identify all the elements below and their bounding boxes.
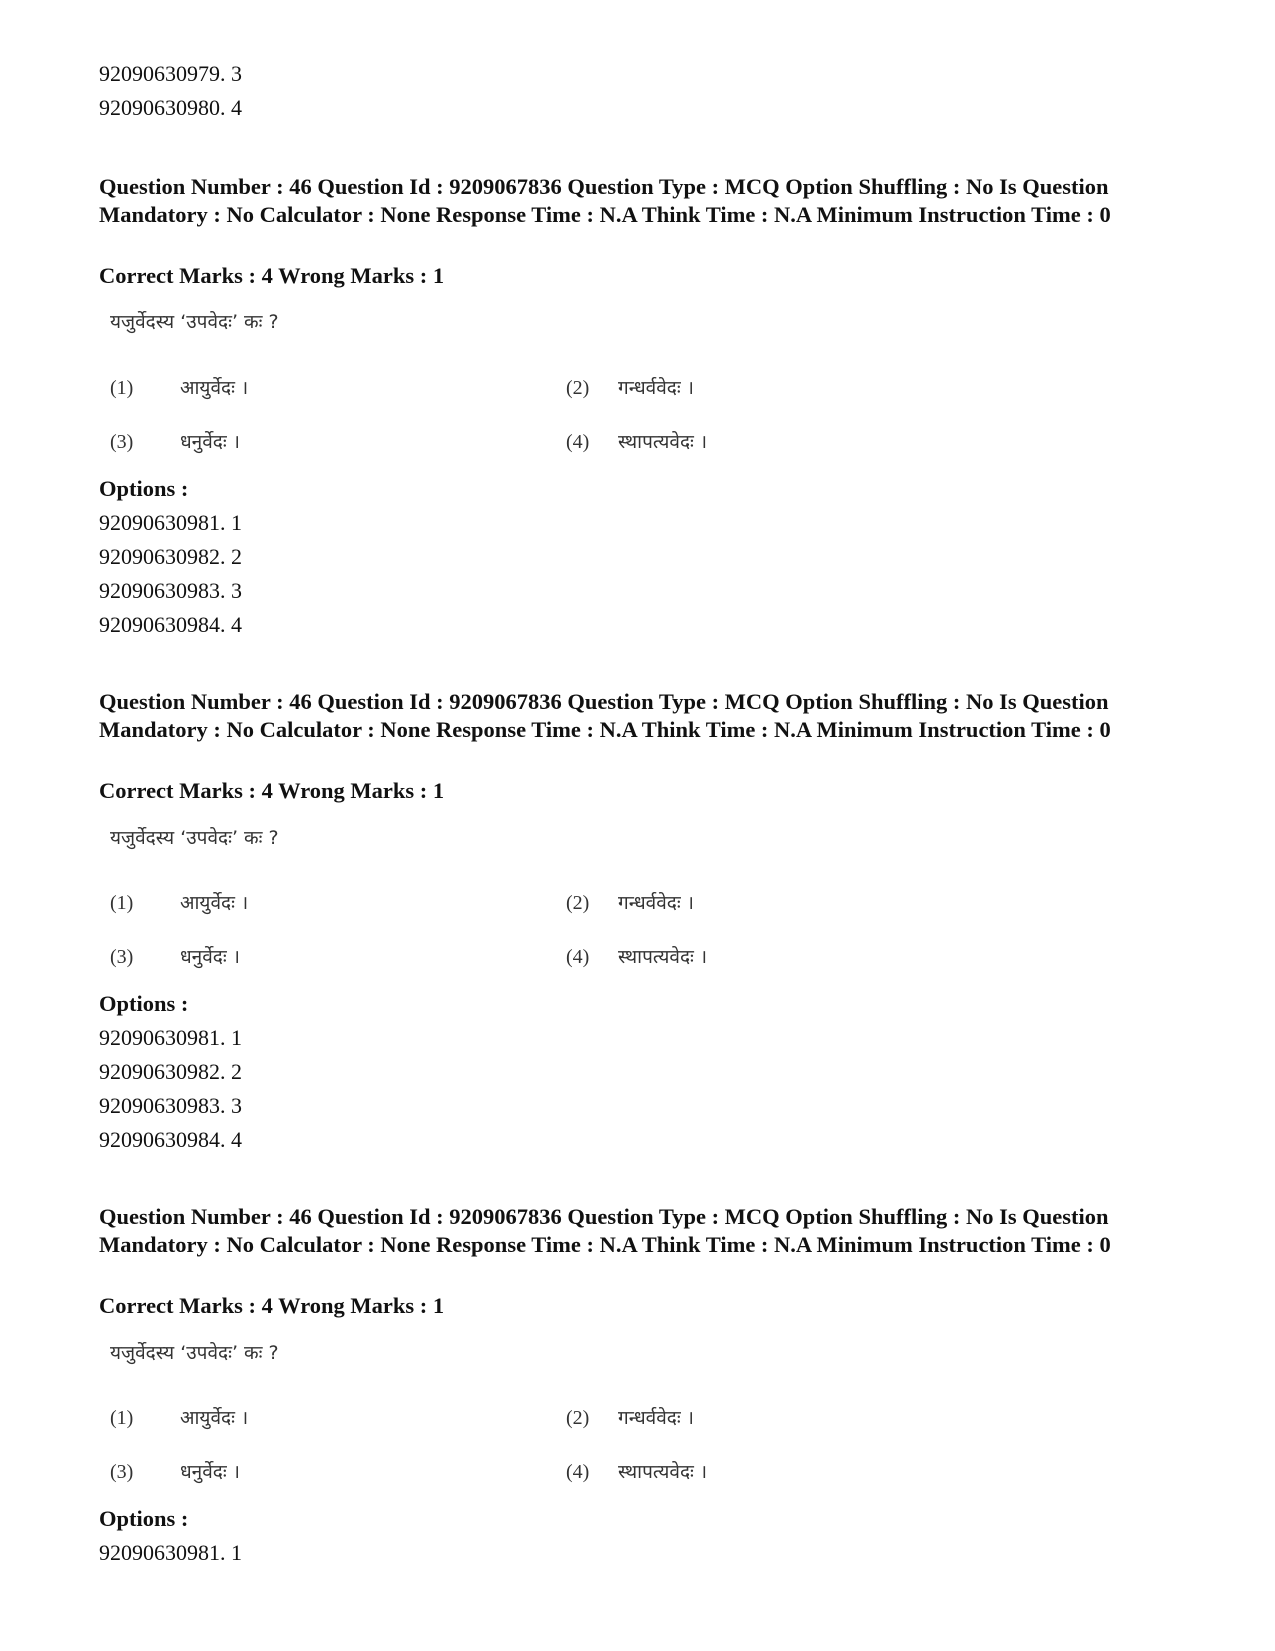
choice-1 xyxy=(110,1404,248,1430)
choice-number: (2) xyxy=(566,1407,590,1429)
choice-number: (1) xyxy=(110,1407,134,1429)
choice-1 xyxy=(110,889,248,915)
choice-text: स्थापत्यवेदः । xyxy=(618,431,708,453)
choice-3 xyxy=(110,428,240,454)
choice-1 xyxy=(110,374,248,400)
choice-text: धनुर्वेदः । xyxy=(180,1461,240,1483)
choice-number: (4) xyxy=(566,1461,590,1483)
question-header: Question Number : 46 Question Id : 9209067836 Question Type : MCQ Option Shuffling : No Is Question Mandatory : No Calculator : None Response Time : N.A Think Time : N.A Minimum Instruction Time : 0 xyxy=(99,1204,1111,1257)
choice-number: (4) xyxy=(566,946,590,968)
option-line: 92090630979. 3 xyxy=(99,61,242,86)
choice-text: धनुर्वेदः । xyxy=(180,946,240,968)
choice-number: (3) xyxy=(110,946,134,968)
choice-number: (2) xyxy=(566,377,590,399)
choice-3 xyxy=(110,943,240,969)
question-stem: यजुर्वेदस्य ‘उपवेदः’ कः ? xyxy=(110,827,279,849)
choice-number: (1) xyxy=(110,892,134,914)
option-line: 92090630984. 4 xyxy=(99,612,242,637)
options-label: Options : xyxy=(99,991,189,1016)
choice-number: (4) xyxy=(566,431,590,453)
choice-text: धनुर्वेदः । xyxy=(180,431,240,453)
choice-3 xyxy=(110,1458,240,1484)
choice-2 xyxy=(566,889,694,915)
option-line: 92090630981. 1 xyxy=(99,510,242,535)
choice-text: आयुर्वेदः । xyxy=(180,892,249,914)
options-label: Options : xyxy=(99,1506,189,1531)
choice-text: आयुर्वेदः । xyxy=(180,377,249,399)
question-stem: यजुर्वेदस्य ‘उपवेदः’ कः ? xyxy=(110,1342,279,1364)
option-line: 92090630983. 3 xyxy=(99,578,242,603)
option-line: 92090630981. 1 xyxy=(99,1025,242,1050)
choice-number: (2) xyxy=(566,892,590,914)
choice-4 xyxy=(566,943,707,969)
question-header: Question Number : 46 Question Id : 9209067836 Question Type : MCQ Option Shuffling : No Is Question Mandatory : No Calculator : None Response Time : N.A Think Time : N.A Minimum Instruction Time : 0 xyxy=(99,689,1111,742)
choice-2 xyxy=(566,374,694,400)
option-line: 92090630981. 1 xyxy=(99,1540,242,1565)
question-stem: यजुर्वेदस्य ‘उपवेदः’ कः ? xyxy=(110,311,279,333)
question-marks: Correct Marks : 4 Wrong Marks : 1 xyxy=(99,778,445,803)
question-header: Question Number : 46 Question Id : 9209067836 Question Type : MCQ Option Shuffling : No Is Question Mandatory : No Calculator : None Response Time : N.A Think Time : N.A Minimum Instruction Time : 0 xyxy=(99,174,1111,227)
choice-text: आयुर्वेदः । xyxy=(180,1407,249,1429)
option-line: 92090630982. 2 xyxy=(99,1059,242,1084)
choice-4 xyxy=(566,1458,707,1484)
option-line: 92090630980. 4 xyxy=(99,95,242,120)
choice-2 xyxy=(566,1404,694,1430)
choice-4 xyxy=(566,428,707,454)
option-line: 92090630982. 2 xyxy=(99,544,242,569)
choice-text: गन्धर्ववेदः । xyxy=(618,1407,694,1429)
question-marks: Correct Marks : 4 Wrong Marks : 1 xyxy=(99,263,445,288)
choice-text: स्थापत्यवेदः । xyxy=(618,946,708,968)
choice-number: (3) xyxy=(110,1461,134,1483)
choice-text: गन्धर्ववेदः । xyxy=(618,892,694,914)
options-label: Options : xyxy=(99,476,189,501)
option-line: 92090630983. 3 xyxy=(99,1093,242,1118)
choice-text: गन्धर्ववेदः । xyxy=(618,377,694,399)
choice-number: (1) xyxy=(110,377,134,399)
option-line: 92090630984. 4 xyxy=(99,1127,242,1152)
choice-text: स्थापत्यवेदः । xyxy=(618,1461,708,1483)
question-marks: Correct Marks : 4 Wrong Marks : 1 xyxy=(99,1293,445,1318)
choice-number: (3) xyxy=(110,431,134,453)
